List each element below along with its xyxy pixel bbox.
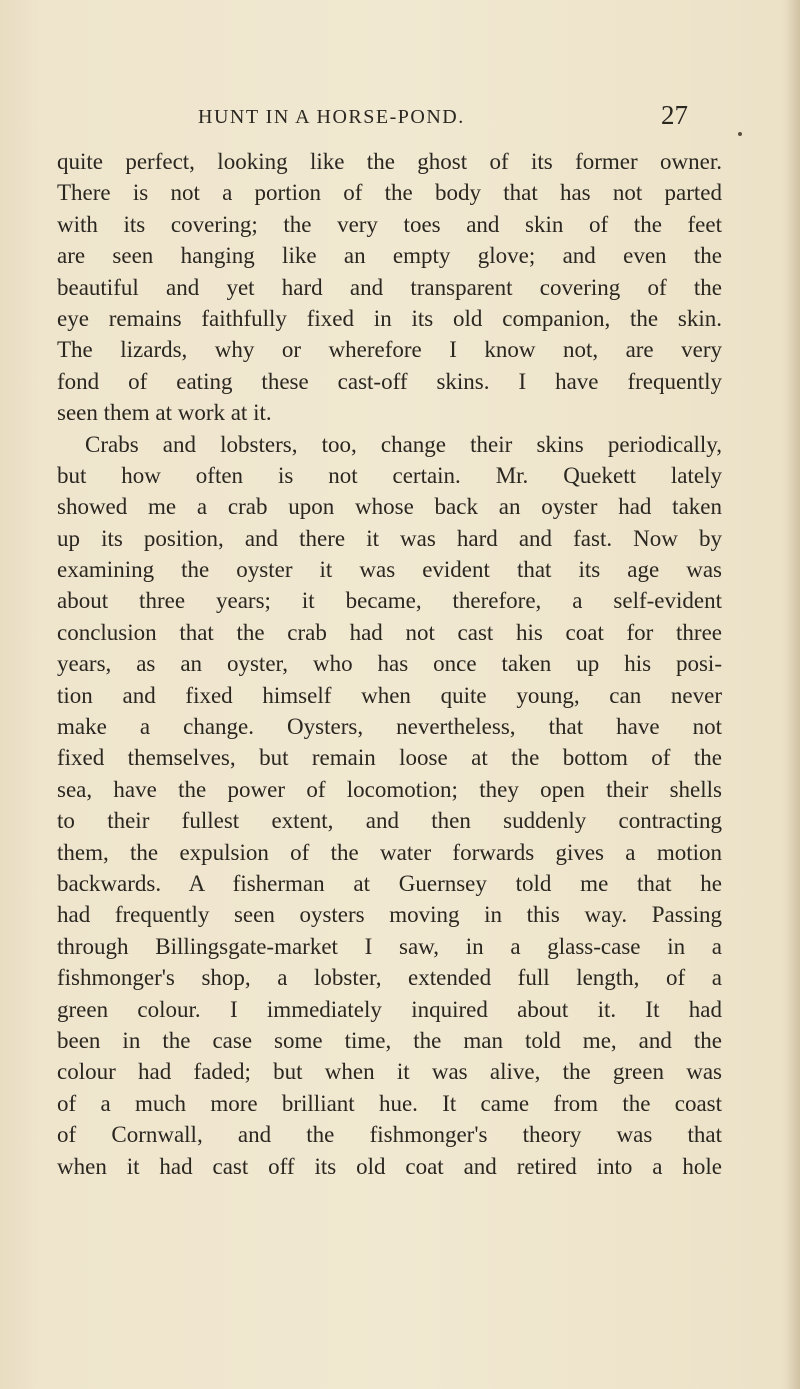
text-line: are seen hanging like an empty glove; and even the — [57, 243, 722, 269]
text-line: examining the oyster it was evident that its age was — [57, 557, 722, 583]
text-line: colour had faded; but when it was alive, the green was — [57, 1059, 722, 1085]
text-line: when it had cast off its old coat and retired into a hole — [57, 1153, 722, 1179]
text-line: years, as an oyster, who has once taken up his posi- — [57, 651, 722, 677]
text-line: tion and fixed himself when quite young, can never — [57, 682, 722, 708]
text-line: with its covering; the very toes and skin of the feet — [57, 211, 722, 237]
text-line: through Billingsgate-market I saw, in a glass-case in a — [57, 933, 722, 959]
text-line: The lizards, why or wherefore I know not, are very — [57, 337, 722, 363]
text-line: of a much more brilliant hue. It came from the coast — [57, 1090, 722, 1116]
text-line: had frequently seen oysters moving in this way. Passing — [57, 902, 722, 928]
page-edge-shadow — [786, 0, 800, 1389]
text-line: green colour. I immediately inquired about it. It had — [57, 996, 722, 1022]
paragraph-start-line: Crabs and lobsters, too, change their skins periodically, — [85, 431, 722, 457]
text-line: backwards. A fisherman at Guernsey told me that he — [57, 870, 722, 896]
text-line: up its position, and there it was hard and fast. Now by — [57, 525, 722, 551]
text-line: about three years; it became, therefore, a self-evident — [57, 588, 722, 614]
text-line: them, the expulsion of the water forwards gives a motion — [57, 839, 722, 865]
text-line: eye remains faithfully fixed in its old companion, the skin. — [57, 305, 722, 331]
text-line: but how often is not certain. Mr. Quekett lately — [57, 462, 722, 488]
text-line: There is not a portion of the body that has not parted — [57, 180, 722, 206]
text-line: quite perfect, looking like the ghost of its former owner. — [57, 149, 722, 174]
text-line: make a change. Oysters, nevertheless, that have not — [57, 714, 722, 740]
running-head: HUNT IN A HORSE-POND. — [198, 106, 465, 128]
margin-dot — [738, 132, 742, 136]
text-line: conclusion that the crab had not cast his coat for three — [57, 619, 722, 645]
text-line: to their fullest extent, and then suddenly contracting — [57, 808, 722, 834]
text-line: beautiful and yet hard and transparent covering of the — [57, 274, 722, 300]
page-header — [168, 100, 688, 144]
body-text — [57, 146, 722, 1182]
text-line: of Cornwall, and the fishmonger's theory was that — [57, 1122, 722, 1148]
text-line: fixed themselves, but remain loose at the bottom of the — [57, 745, 722, 771]
page-number: 27 — [661, 100, 688, 130]
text-line: fishmonger's shop, a lobster, extended full length, of a — [57, 965, 722, 991]
text-line: fond of eating these cast-off skins. I have frequently — [57, 368, 722, 394]
text-line: seen them at work at it. — [57, 400, 272, 426]
text-line: been in the case some time, the man told me, and the — [57, 1027, 722, 1053]
text-line: sea, have the power of locomotion; they open their shells — [57, 776, 722, 802]
text-line: showed me a crab upon whose back an oyster had taken — [57, 494, 722, 520]
